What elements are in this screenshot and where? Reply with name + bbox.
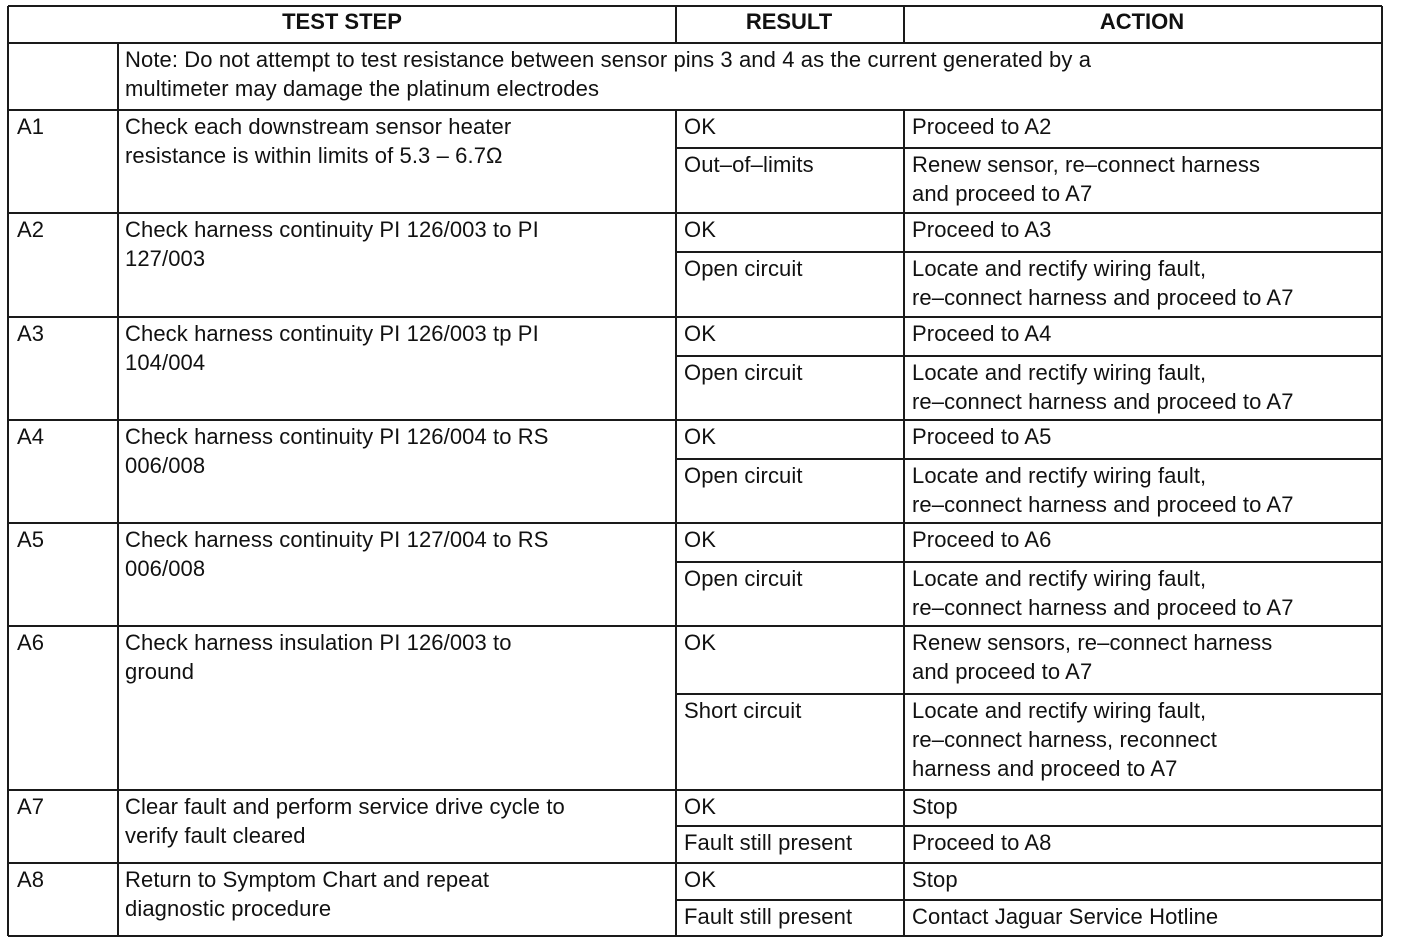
step-id: A4	[17, 424, 45, 449]
grid-line	[1381, 6, 1383, 936]
grid-line	[8, 42, 1382, 44]
action-cell: re–connect harness and proceed to A7	[912, 492, 1294, 517]
grid-line	[675, 317, 677, 420]
action-cell: Proceed to A5	[912, 424, 1052, 449]
action-cell: re–connect harness and proceed to A7	[912, 285, 1294, 310]
grid-line	[8, 522, 1382, 524]
note-line-2: multimeter may damage the platinum electrodes	[125, 76, 600, 101]
action-cell: Stop	[912, 794, 958, 819]
action-cell: Locate and rectify wiring fault,	[912, 256, 1207, 281]
result-cell: OK	[684, 114, 716, 139]
grid-line	[117, 420, 119, 523]
result-cell: Out–of–limits	[684, 152, 814, 177]
note-line-1: Note: Do not attempt to test resistance between sensor pins 3 and 4 as the current generated by a	[125, 47, 1092, 72]
step-description: 127/003	[125, 246, 206, 271]
grid-line	[8, 789, 1382, 791]
grid-line	[676, 147, 1382, 149]
action-cell: Stop	[912, 867, 958, 892]
action-cell: Locate and rectify wiring fault,	[912, 463, 1207, 488]
step-id: A3	[17, 321, 45, 346]
action-cell: re–connect harness and proceed to A7	[912, 595, 1294, 620]
grid-line	[8, 419, 1382, 421]
step-description: diagnostic procedure	[125, 896, 332, 921]
step-description: Check harness continuity PI 127/004 to RS	[125, 527, 549, 552]
grid-line	[676, 458, 1382, 460]
action-cell: Proceed to A2	[912, 114, 1052, 139]
grid-line	[903, 317, 905, 420]
action-cell: and proceed to A7	[912, 659, 1093, 684]
step-description: Clear fault and perform service drive cycle to	[125, 794, 565, 819]
grid-line	[675, 626, 677, 790]
grid-line	[7, 6, 9, 936]
action-cell: and proceed to A7	[912, 181, 1093, 206]
grid-line	[676, 693, 1382, 695]
grid-line	[117, 317, 119, 420]
action-cell: Locate and rectify wiring fault,	[912, 566, 1207, 591]
step-id: A5	[17, 527, 45, 552]
action-cell: Proceed to A8	[912, 830, 1052, 855]
grid-line	[903, 863, 905, 936]
grid-line	[117, 523, 119, 626]
action-cell: Proceed to A4	[912, 321, 1052, 346]
step-description: verify fault cleared	[125, 823, 306, 848]
step-description: Check harness continuity PI 126/003 to PI	[125, 217, 539, 242]
grid-line	[117, 213, 119, 317]
step-description: resistance is within limits of 5.3 – 6.7Ω	[125, 143, 503, 168]
result-cell: OK	[684, 794, 716, 819]
action-cell: harness and proceed to A7	[912, 756, 1178, 781]
step-description: Check harness continuity PI 126/004 to RS	[125, 424, 549, 449]
step-description: ground	[125, 659, 195, 684]
step-description: 006/008	[125, 556, 206, 581]
grid-line	[8, 935, 1382, 937]
header-result: RESULT	[745, 9, 833, 34]
grid-line	[676, 251, 1382, 253]
grid-line	[676, 899, 1382, 901]
step-description: 104/004	[125, 350, 206, 375]
result-cell: Open circuit	[684, 463, 803, 488]
grid-line	[117, 43, 119, 110]
step-description: Check each downstream sensor heater	[125, 114, 512, 139]
grid-line	[8, 316, 1382, 318]
grid-line	[8, 109, 1382, 111]
grid-line	[675, 863, 677, 936]
step-description: 006/008	[125, 453, 206, 478]
grid-line	[8, 5, 1382, 7]
action-cell: Proceed to A3	[912, 217, 1052, 242]
result-cell: OK	[684, 527, 716, 552]
step-id: A8	[17, 867, 45, 892]
result-cell: Open circuit	[684, 256, 803, 281]
result-cell: Fault still present	[684, 904, 853, 929]
grid-line	[676, 825, 1382, 827]
grid-line	[903, 790, 905, 863]
step-description: Check harness insulation PI 126/003 to	[125, 630, 512, 655]
grid-line	[8, 625, 1382, 627]
grid-line	[117, 790, 119, 863]
grid-line	[903, 523, 905, 626]
grid-line	[903, 6, 905, 43]
grid-line	[8, 862, 1382, 864]
grid-line	[675, 6, 677, 43]
grid-line	[117, 626, 119, 790]
action-cell: Contact Jaguar Service Hotline	[912, 904, 1219, 929]
result-cell: Fault still present	[684, 830, 853, 855]
grid-line	[675, 420, 677, 523]
grid-line	[903, 626, 905, 790]
result-cell: Short circuit	[684, 698, 802, 723]
grid-line	[675, 790, 677, 863]
step-id: A7	[17, 794, 45, 819]
step-id: A6	[17, 630, 45, 655]
step-id: A2	[17, 217, 45, 242]
grid-line	[675, 523, 677, 626]
action-cell: Locate and rectify wiring fault,	[912, 698, 1207, 723]
result-cell: Open circuit	[684, 566, 803, 591]
step-description: Return to Symptom Chart and repeat	[125, 867, 490, 892]
header-action: ACTION	[1099, 9, 1185, 34]
action-cell: re–connect harness, reconnect	[912, 727, 1217, 752]
header-test-step: TEST STEP	[282, 9, 402, 34]
result-cell: OK	[684, 321, 716, 346]
grid-line	[8, 212, 1382, 214]
action-cell: Renew sensors, re–connect harness	[912, 630, 1273, 655]
action-cell: Renew sensor, re–connect harness	[912, 152, 1261, 177]
action-cell: Locate and rectify wiring fault,	[912, 360, 1207, 385]
step-description: Check harness continuity PI 126/003 tp PI	[125, 321, 539, 346]
grid-line	[675, 110, 677, 213]
result-cell: Open circuit	[684, 360, 803, 385]
grid-line	[903, 213, 905, 317]
action-cell: Proceed to A6	[912, 527, 1052, 552]
grid-line	[903, 420, 905, 523]
result-cell: OK	[684, 867, 716, 892]
grid-line	[903, 110, 905, 213]
result-cell: OK	[684, 424, 716, 449]
grid-line	[676, 561, 1382, 563]
grid-line	[676, 355, 1382, 357]
step-id: A1	[17, 114, 45, 139]
action-cell: re–connect harness and proceed to A7	[912, 389, 1294, 414]
grid-line	[117, 110, 119, 213]
result-cell: OK	[684, 630, 716, 655]
grid-line	[117, 863, 119, 936]
grid-line	[675, 213, 677, 317]
result-cell: OK	[684, 217, 716, 242]
